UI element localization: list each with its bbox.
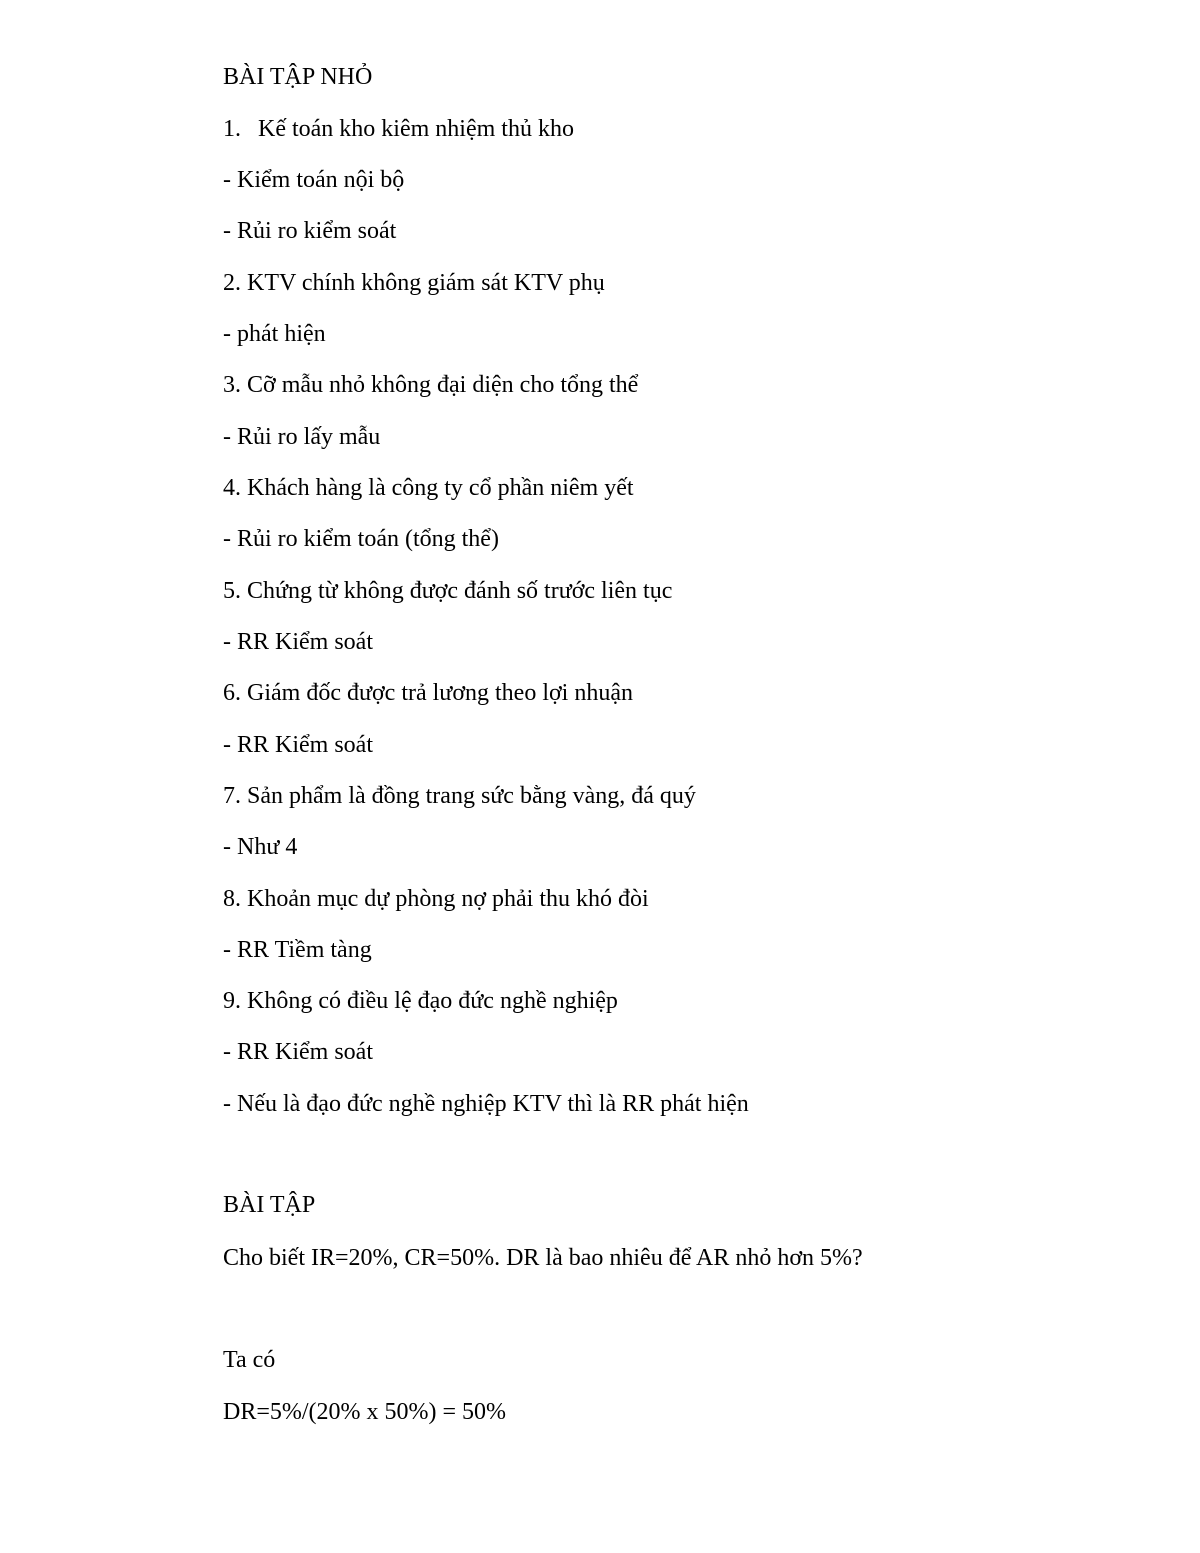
section-title-small-exercise: BÀI TẬP NHỎ <box>223 64 373 90</box>
section-title-exercise: BÀI TẬP <box>223 1192 316 1218</box>
item-5-question: 5. Chứng từ không được đánh số trước liên tục <box>223 578 673 604</box>
exercise-problem: Cho biết IR=20%, CR=50%. DR là bao nhiêu để AR nhỏ hơn 5%? <box>223 1245 863 1271</box>
item-7-question: 7. Sản phẩm là đồng trang sức bằng vàng, đá quý <box>223 783 696 809</box>
item-2-question: 2. KTV chính không giám sát KTV phụ <box>223 270 605 296</box>
item-9-question: 9. Không có điều lệ đạo đức nghề nghiệp <box>223 988 618 1014</box>
item-7-answer-1: - Như 4 <box>223 834 298 860</box>
item-1-number: 1. <box>223 116 241 142</box>
item-6-question: 6. Giám đốc được trả lương theo lợi nhuận <box>223 680 634 706</box>
item-3-answer-1: - Rủi ro lấy mẫu <box>223 424 381 450</box>
item-2-answer-1: - phát hiện <box>223 321 326 347</box>
item-4-question: 4. Khách hàng là công ty cổ phần niêm yết <box>223 475 634 501</box>
item-5-answer-1: - RR Kiểm soát <box>223 629 373 655</box>
item-8-answer-1: - RR Tiềm tàng <box>223 937 372 963</box>
item-6-answer-1: - RR Kiểm soát <box>223 732 373 758</box>
item-1-question <box>223 114 574 144</box>
item-9-answer-2: - Nếu là đạo đức nghề nghiệp KTV thì là RR phát hiện <box>223 1091 749 1117</box>
item-3-question: 3. Cỡ mẫu nhỏ không đại diện cho tổng thể <box>223 372 639 398</box>
item-9-answer-1: - RR Kiểm soát <box>223 1039 373 1065</box>
item-8-question: 8. Khoản mục dự phòng nợ phải thu khó đòi <box>223 886 649 912</box>
item-1-question-text: Kế toán kho kiêm nhiệm thủ kho <box>258 116 574 142</box>
item-1-answer-2: - Rủi ro kiểm soát <box>223 218 397 244</box>
item-1-answer-1: - Kiểm toán nội bộ <box>223 167 405 193</box>
item-4-answer-1: - Rủi ro kiểm toán (tổng thể) <box>223 526 499 552</box>
solution-formula: DR=5%/(20% x 50%) = 50% <box>223 1399 507 1425</box>
solution-intro: Ta có <box>223 1347 276 1373</box>
